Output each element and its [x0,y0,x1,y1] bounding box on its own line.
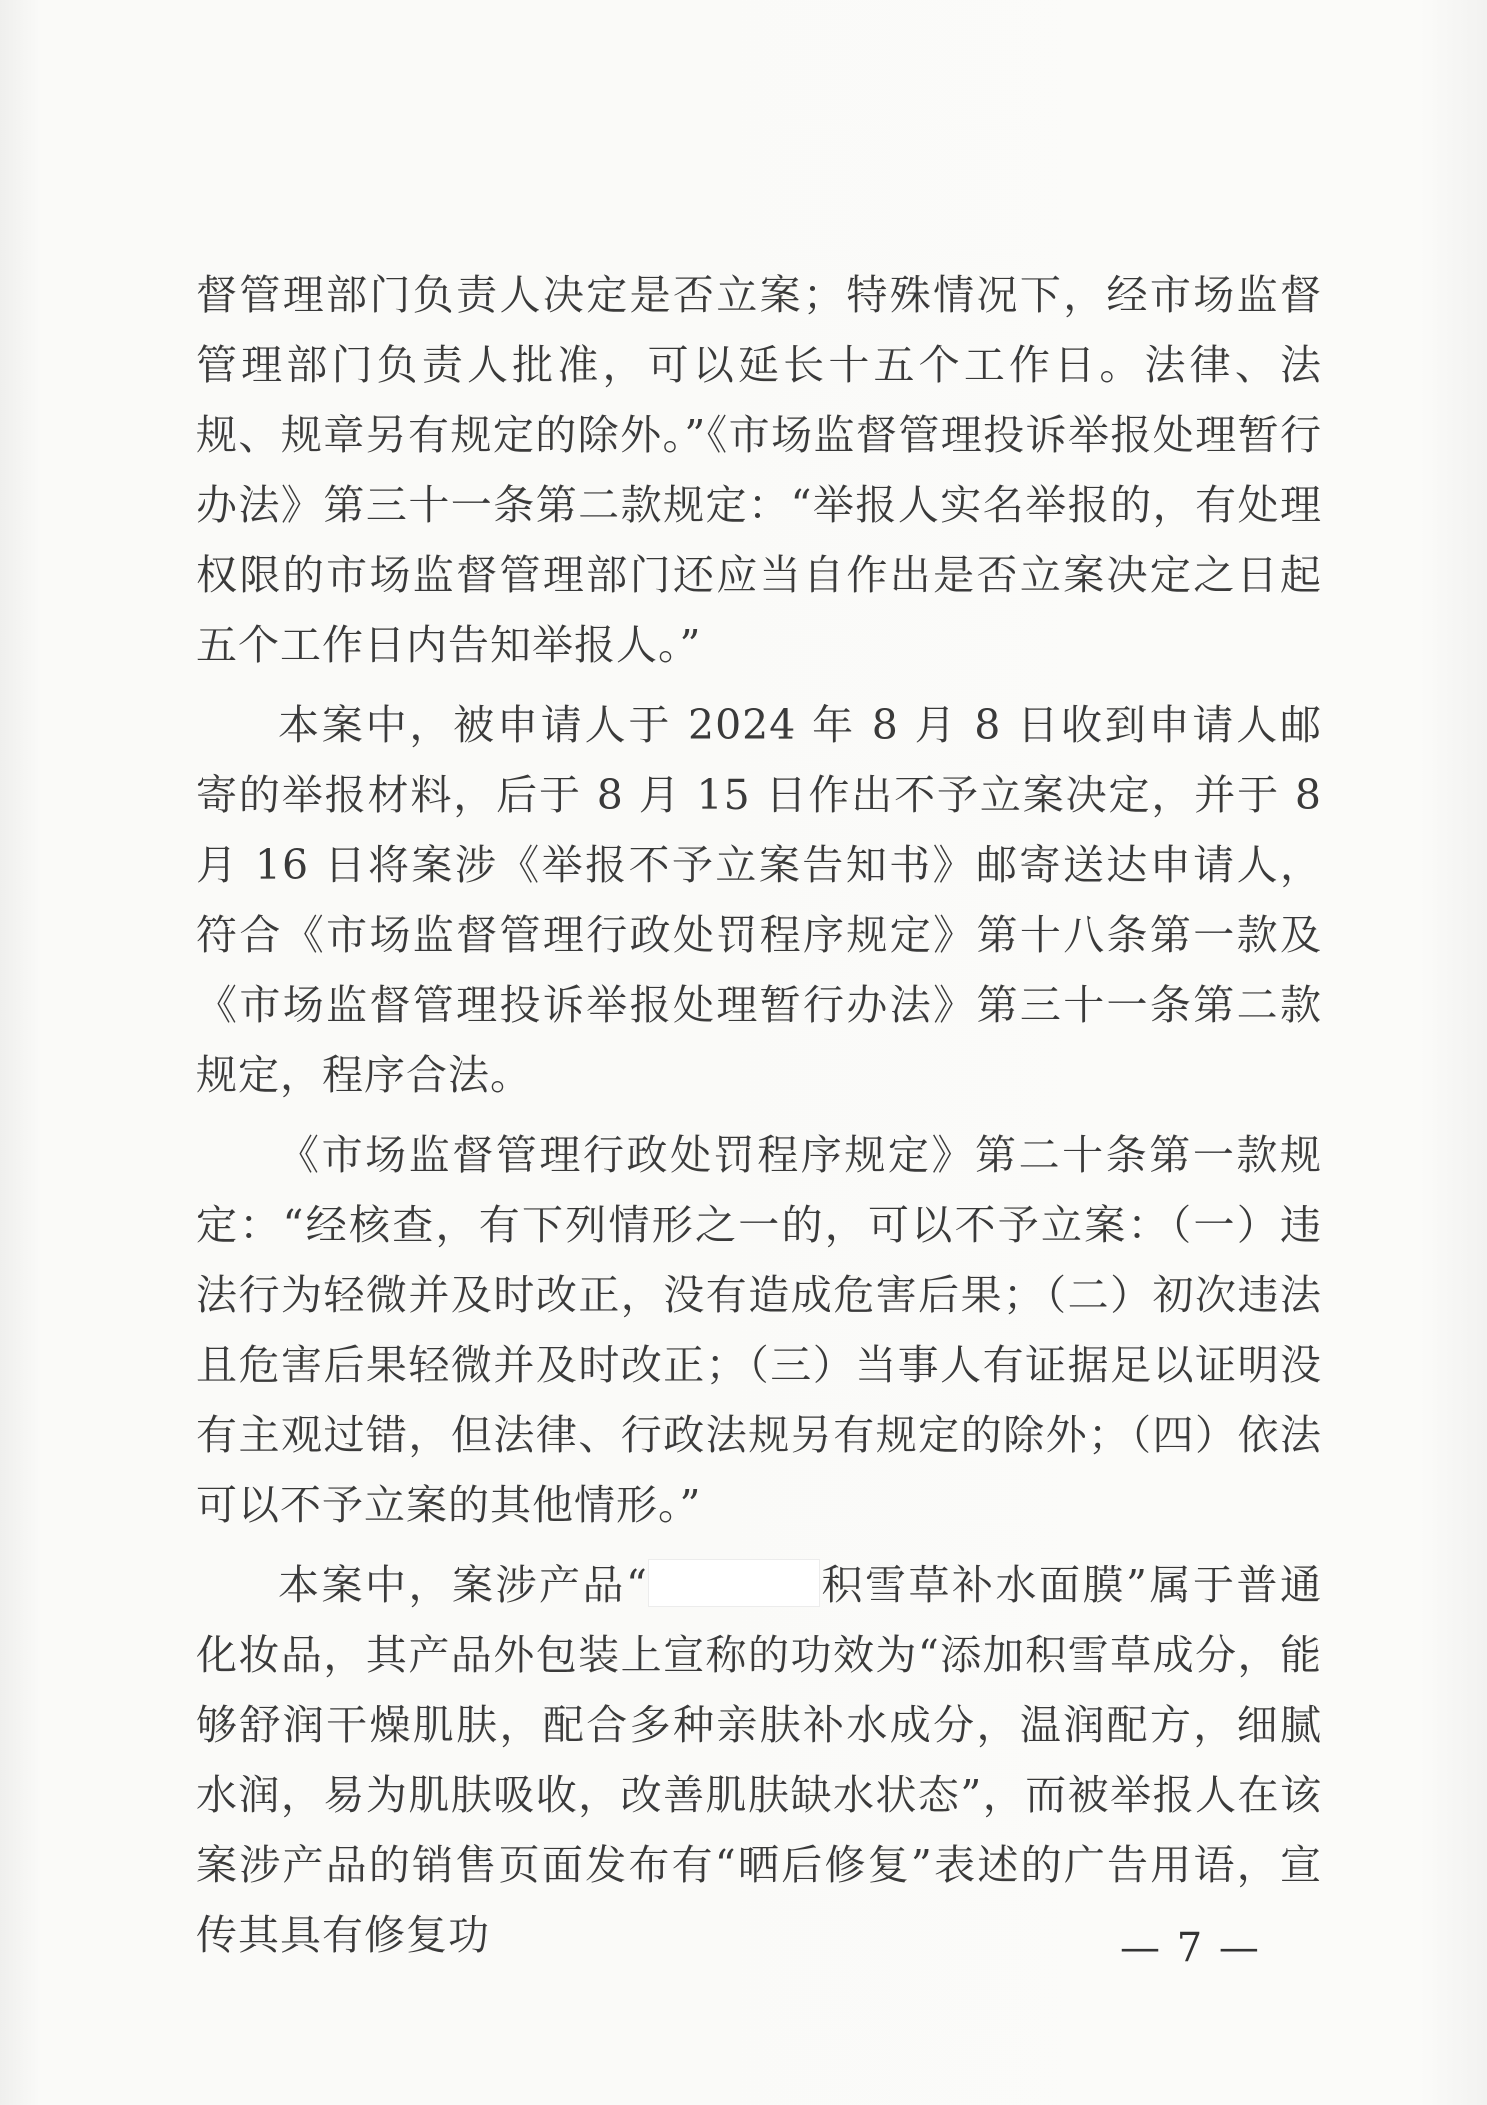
paragraph-4 [196,1550,1322,1970]
paragraph-4-lead: 本案中，案涉产品“ [278,1561,648,1609]
paragraph-4-rest: 积雪草补水面膜”属于普通化妆品，其产品外包装上宣称的功效为“添加积雪草成分，能够舒润干燥肌肤，配合多种亲肤补水成分，温润配方，细腻水润，易为肌肤吸收，改善肌肤缺水状态”，而被举报人在该案涉产品的销售页面发布有“晒后修复”表述的广告用语，宣传其具有修复功 [196,1561,1322,1959]
redaction-block [648,1559,820,1607]
paragraph-2: 本案中，被申请人于 2024 年 8 月 8 日收到申请人邮寄的举报材料，后于 8 月 15 日作出不予立案决定，并于 8 月 16 日将案涉《举报不予立案告知书》邮寄送达申请人，符合《市场监督管理行政处罚程序规定》第十八条第一款及《市场监督管理投诉举报处理暂行办法》第三十一条第二款规定，程序合法。 [196,701,1322,1099]
paragraph-1: 督管理部门负责人决定是否立案；特殊情况下，经市场监督管理部门负责人批准，可以延长十五个工作日。法律、法规、规章另有规定的除外。”《市场监督管理投诉举报处理暂行办法》第三十一条第二款规定：“举报人实名举报的，有处理权限的市场监督管理部门还应当自作出是否立案决定之日起五个工作日内告知举报人。” [196,271,1322,669]
page-number: — 7 — [1120,1925,1261,1971]
paragraph-3: 《市场监督管理行政处罚程序规定》第二十条第一款规定：“经核查，有下列情形之一的，可以不予立案：（一）违法行为轻微并及时改正，没有造成危害后果；（二）初次违法且危害后果轻微并及时改正；（三）当事人有证据足以证明没有主观过错，但法律、行政法规另有规定的除外；（四）依法可以不予立案的其他情形。” [196,1131,1322,1529]
document-body [196,260,1322,1970]
